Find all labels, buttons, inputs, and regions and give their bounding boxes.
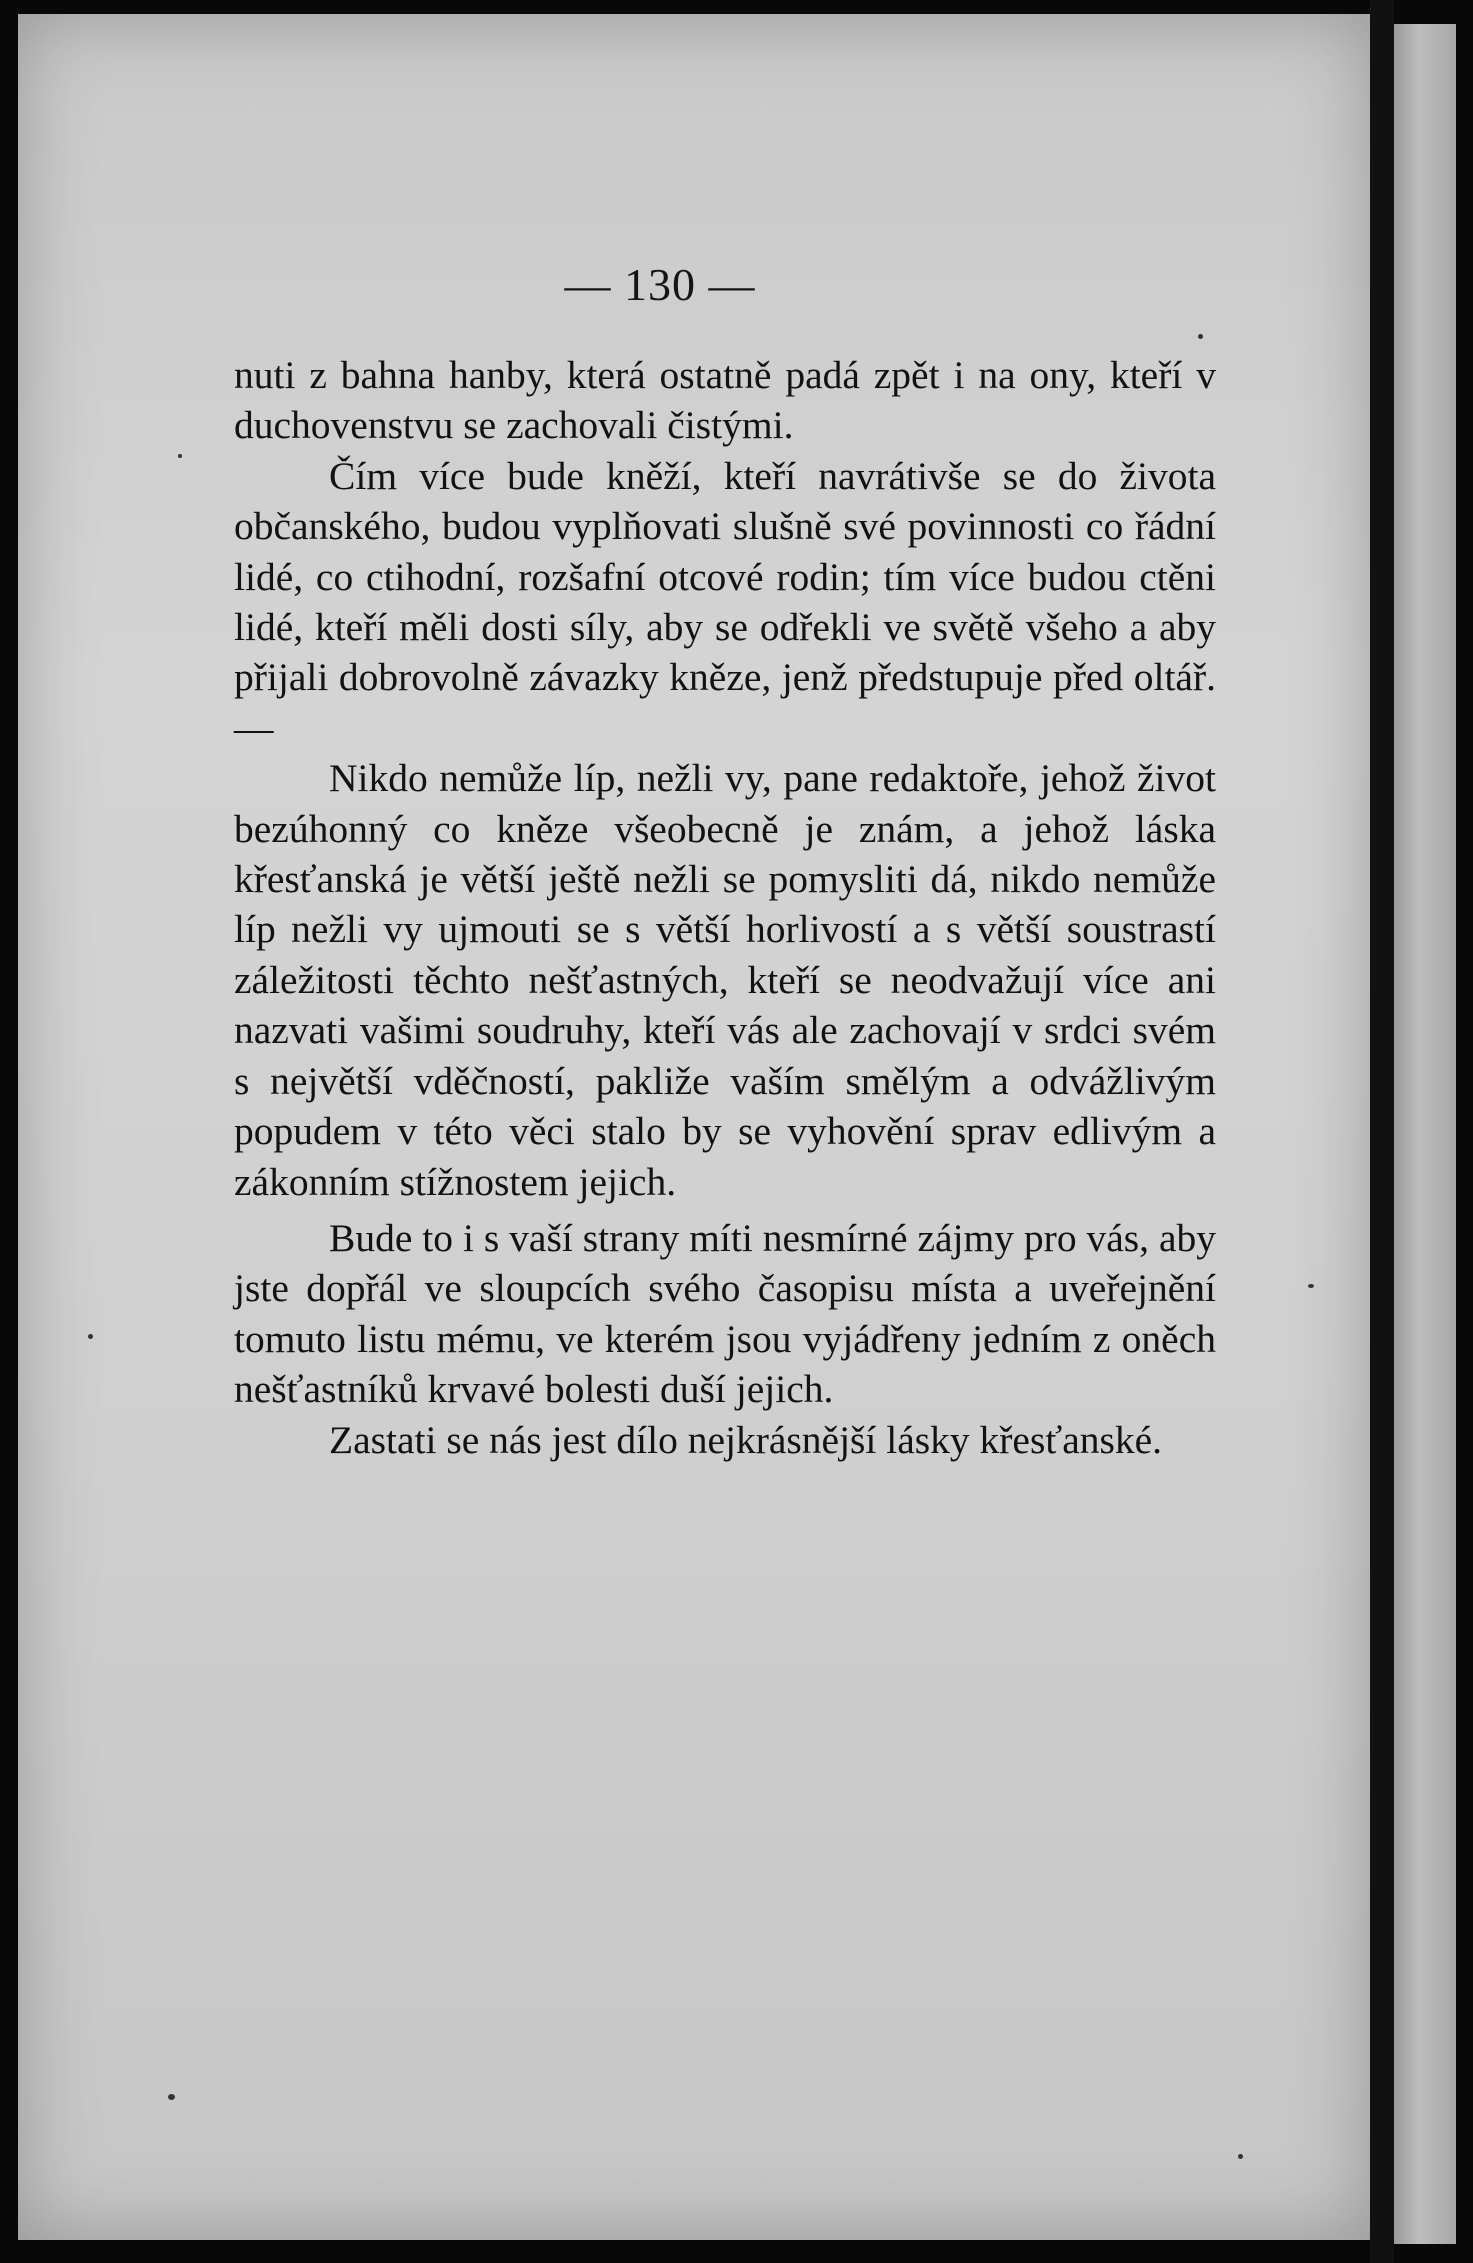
paper-speck [168,2094,175,2100]
paper-speck [178,454,182,458]
body-text [234,350,1216,1465]
adjacent-page-edge [1394,24,1456,2244]
paragraph: Čím více bude kněží, kteří navrátivše se do života občanského, budou vyplňovati slušně své povinnosti co řádní lidé, co ctihodní, rozšafní otcové rodin; tím více budou ctěni lidé, kteří měli dosti síly, aby se odřekli ve světě všeho a aby přijali dobrovolně závazky kněze, jenž předstupuje před oltář. — [234,453,1216,750]
paper-speck [88,1334,93,1339]
book-gutter [1370,0,1394,2263]
page-number: — 130 — [564,259,756,310]
paragraph: nuti z bahna hanby, která ostatně padá zpět i na ony, kteří v duchovenstvu se zachovali čistými. [234,353,1216,448]
paragraph: Bude to i s vaší strany míti nesmírné zájmy pro vás, aby jste dopřál ve sloupcích svého časopisu místa a uveřejnění tomuto listu mému, ve kterém jsou vyjádřeny jedním z oněch nešťastníků krvavé bolesti duší jejich. [234,1215,1216,1412]
paragraph: Zastati se nás jest dílo nejkrásnější lásky křesťanské. [329,1417,1163,1462]
paper-speck [1308,1284,1314,1288]
paper-speck [1198,334,1203,339]
paragraph: Nikdo nemůže líp, nežli vy, pane redaktoře, jehož život bezúhonný co kněze všeobecně je znám, a jehož láska křesťanská je větší ještě nežli se pomysliti dá, nikdo nemůže líp nežli vy ujmouti se s větší horlivostí a s větší soustrastí záležitosti těchto nešťastných, kteří se neodvažují více ani nazvati vašimi soudruhy, kteří vás ale zachovají v srdci svém s největší vděčností, pakliže vaším smělým a odvážlivým popudem v této věci stalo by se vyhovění sprav edlivým a zákonním stížnostem jejich. [234,756,1216,1204]
paper-speck [1238,2154,1243,2159]
